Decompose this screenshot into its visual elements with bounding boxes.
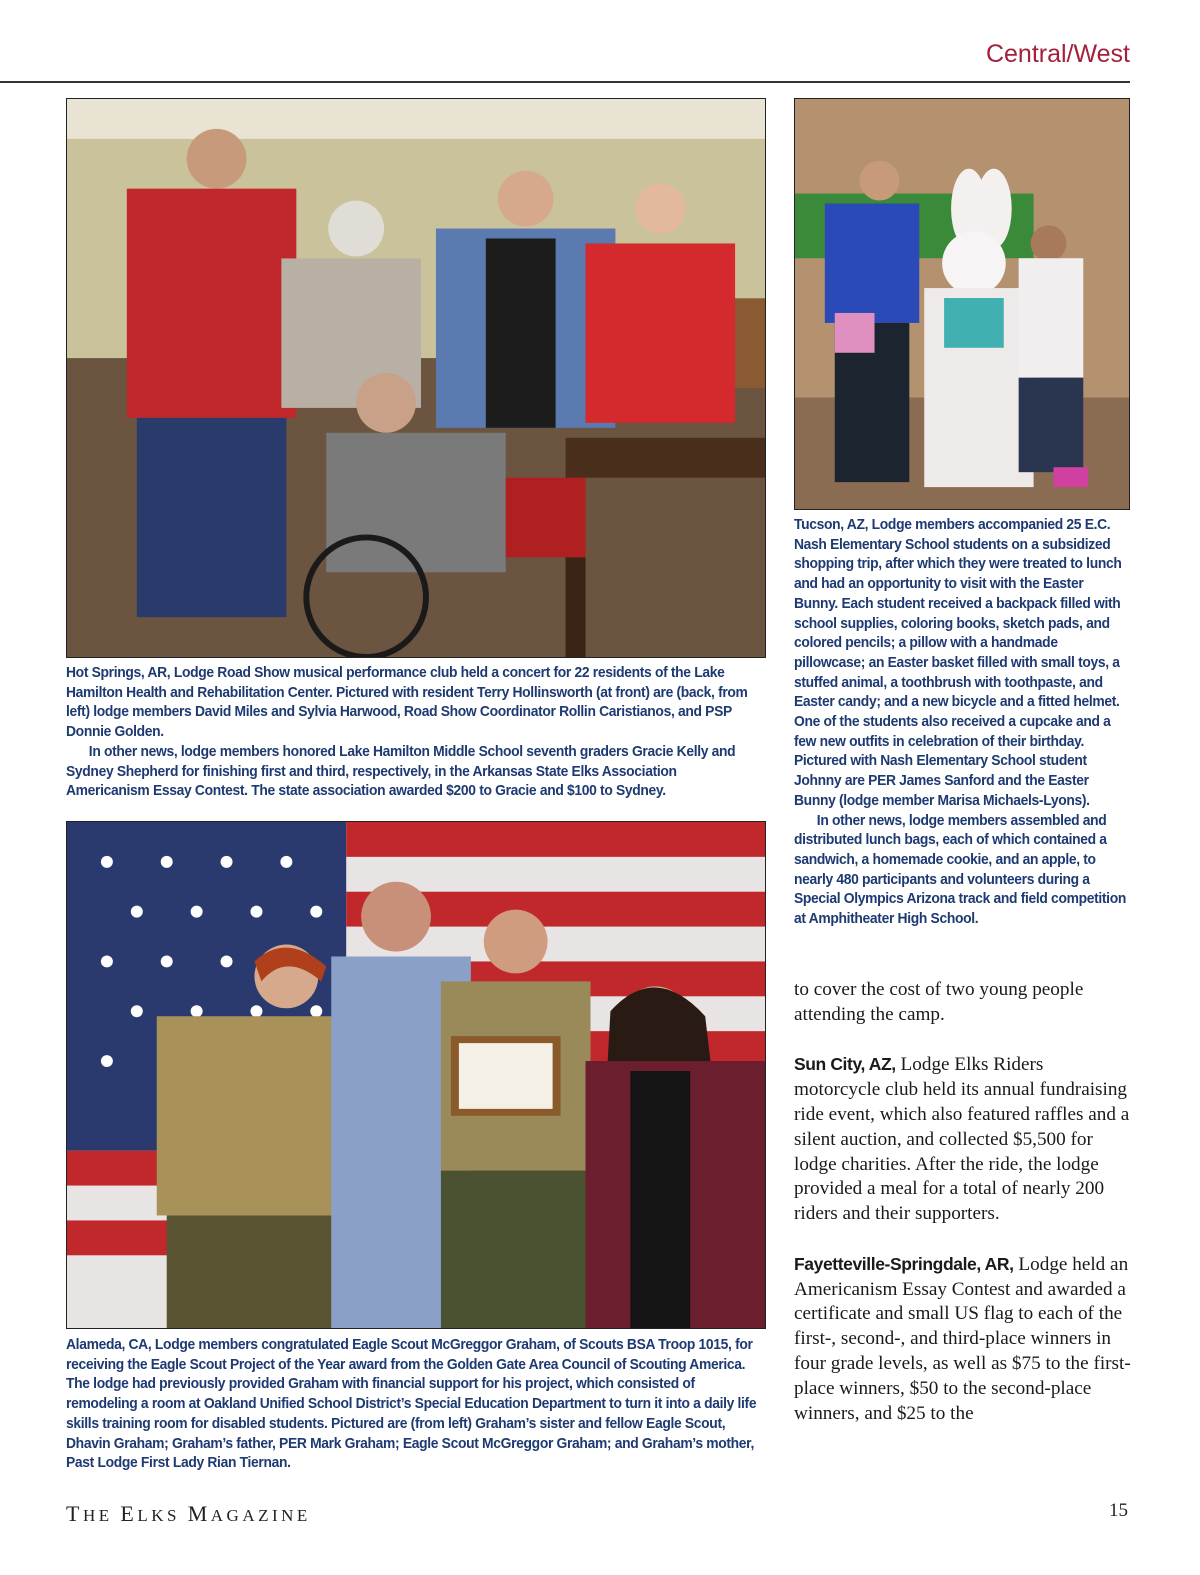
fayetteville-place: Fayetteville-Springdale, AR, <box>794 1253 1014 1274</box>
magazine-name-lks: LKS <box>137 1506 188 1525</box>
tucson-text-2: In other news, lodge members assembled and distributed lunch bags, each of which contained a sandwich, a homemade cookie, and an apple, to nearly 480 participants and volunteers during a Special Olympics Arizona track and field competition at Amphitheater High School. <box>794 812 1126 928</box>
tucson-caption-para-1 <box>794 516 1130 812</box>
sun-city-paragraph <box>794 1052 1134 1227</box>
magazine-name-he: HE <box>82 1506 121 1525</box>
hot-springs-caption <box>66 664 758 802</box>
magazine-name-agazine: AGAZINE <box>210 1506 311 1525</box>
magazine-name <box>66 1501 311 1527</box>
page-number: 15 <box>1109 1500 1128 1521</box>
alameda-place: Alameda, CA, <box>66 1337 152 1353</box>
continued-paragraph: to cover the cost of two young people attending the camp. <box>794 979 1084 1025</box>
hot-springs-photo <box>66 98 766 658</box>
tucson-caption <box>794 516 1130 930</box>
hot-springs-caption-para-1 <box>66 664 758 743</box>
hot-springs-text-2: In other news, lodge members honored Lake Hamilton Middle School seventh graders Gracie Kelly and Sydney Shepherd for finishing first and third, respectively, in the Arkansas State Elks Association Americanism Essay Contest. The state association awarded $200 to Gracie and $100 to Sydney. <box>66 743 736 800</box>
fayetteville-paragraph <box>794 1252 1134 1427</box>
alameda-caption-para-1 <box>66 1336 758 1474</box>
tucson-place: Tucson, AZ, <box>794 517 869 533</box>
hot-springs-text-1: Lodge Road Show musical performance club held a concert for 22 residents of the Lake Hamilton Health and Rehabilitation Center. Pictured with resident Terry Hollinsworth (at front) are (back, from left) lodge members David Miles and Sylvia Harwood, Road Show Coordinator Rollin Caristianos, and PSP Donnie Golden. <box>66 665 748 741</box>
fayetteville-text: Lodge held an Americanism Essay Contest and awarded a certificate and small US flag to each of the first-, second-, and third-place winners in four grade levels, as well as $75 to the first-place winners, $50 to the second-place winners, and $25 to the <box>794 1253 1131 1424</box>
sun-city-place: Sun City, AZ, <box>794 1054 896 1075</box>
magazine-name-m: M <box>187 1501 211 1526</box>
alameda-caption <box>66 1336 758 1474</box>
hot-springs-place: Hot Springs, AR, <box>66 665 171 681</box>
alameda-photo-art <box>67 822 765 1328</box>
section-label: Central/West <box>985 40 1130 68</box>
hot-springs-photo-art <box>67 99 765 657</box>
body-text-column <box>794 978 1134 1451</box>
magazine-name-t: T <box>66 1501 83 1526</box>
tucson-photo <box>794 98 1130 510</box>
magazine-name-e: E <box>120 1501 138 1526</box>
alameda-photo <box>66 821 766 1329</box>
tucson-text-1: Lodge members accompanied 25 E.C. Nash Elementary School students on a subsidized shopping trip, after which they were treated to lunch and had an opportunity to visit with the Easter Bunny. Each student received a backpack filled with school supplies, coloring books, sketch pads, and colored pencils; a pillow with a handmade pillowcase; an Easter basket filled with small toys, a stuffed animal, a toothbrush with toothpaste, and Easter candy; and a new bicycle and a fitted helmet. One of the students also received a cupcake and a few new outfits in celebration of their birthday. Pictured with Nash Elementary School student Johnny are PER James Sanford and the Easter Bunny (lodge member Marisa Michaels-Lyons). <box>794 517 1122 809</box>
sun-city-text: Lodge Elks Riders motorcycle club held its annual fundraising ride event, which also featured raffles and a silent auction, and collected $5,500 for lodge charities. After the ride, the lodge provided a meal for a total of nearly 200 riders and their supporters. <box>794 1054 1130 1225</box>
alameda-text-1: Lodge members congratulated Eagle Scout McGreggor Graham, of Scouts BSA Troop 1015, for receiving the Eagle Scout Project of the Year award from the Golden Gate Area Council of Scouting America. The lodge had previously provided Graham with financial support for his project, which consisted of remodeling a room at Oakland Unified School District’s Special Education Department to turn it into a daily life skills training room for disabled students. Pictured are (from left) Graham’s sister and fellow Eagle Scout, Dhavin Graham; Graham’s father, PER Mark Graham; Eagle Scout McGreggor Graham; and Graham’s mother, Past Lodge First Lady Rian Tiernan. <box>66 1337 757 1472</box>
tucson-photo-art <box>795 99 1129 509</box>
header-rule <box>0 81 1130 83</box>
